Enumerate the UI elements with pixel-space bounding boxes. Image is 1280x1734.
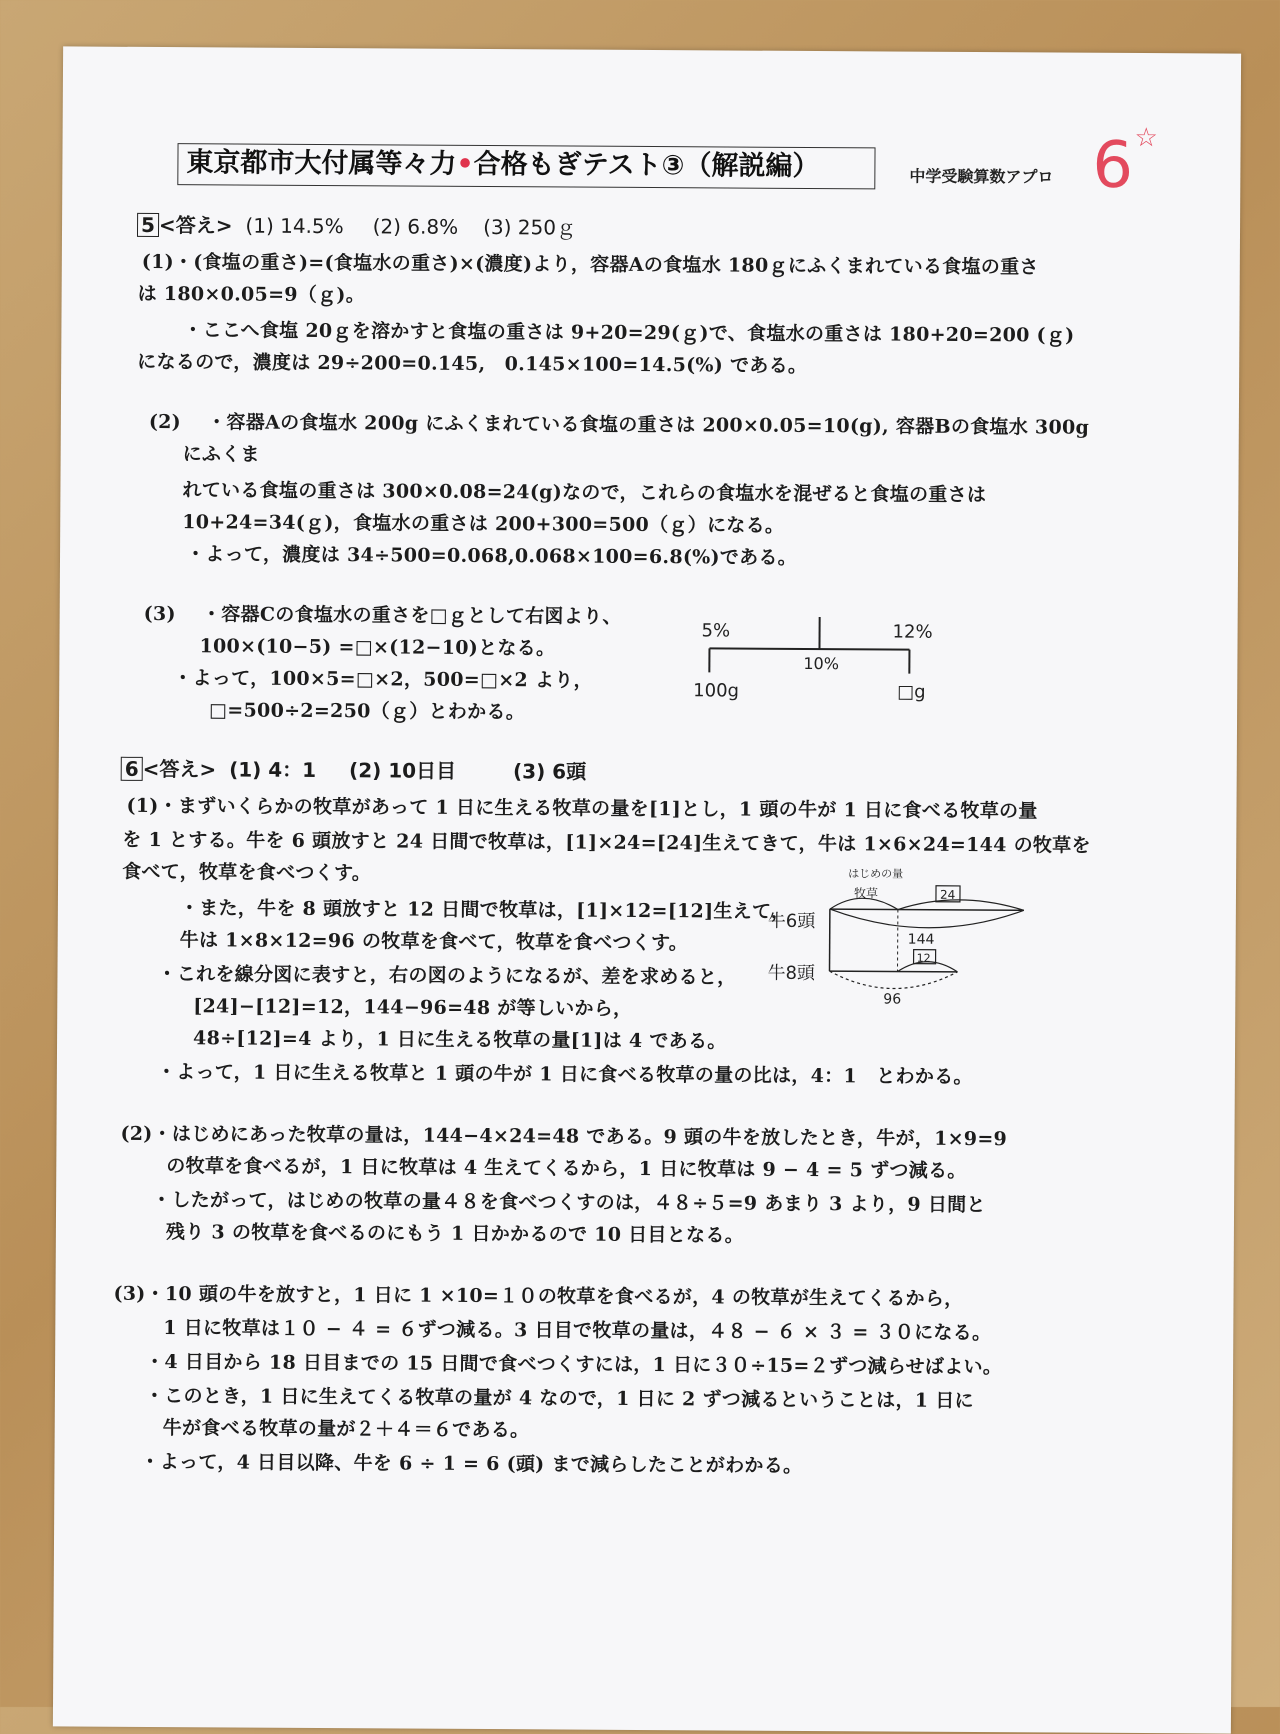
left-percent: 5%	[702, 620, 731, 641]
q5-line: にふくま	[183, 439, 260, 466]
brand-name: 中学受験算数アプロ	[909, 164, 1053, 188]
arc-96	[829, 971, 957, 989]
q5-answer-2: (2) 6.8%	[373, 214, 459, 239]
q6-line: 残り 3 の牧草を食べるのにもう 1 日かかるので 10 日目となる。	[166, 1217, 744, 1248]
box-24-label: 24	[940, 888, 955, 902]
q5-line: ・よって，100×5=□×2，500=□×2 より，	[173, 663, 593, 693]
note-grass: 牧草	[854, 885, 878, 900]
q6-line: 牛が食べる牧草の量が２＋４＝６である。	[163, 1413, 530, 1442]
q6-line: を 1 とする。牛を 6 頭放すと 24 日間で牧草は，[1]×24=[24]生えてきて，牛は 1×6×24=144 の牧草を	[122, 825, 1091, 858]
star-icon: ☆	[1135, 123, 1158, 153]
q5-line: ・ここへ食塩 20ｇを溶かすと食塩の重さは 9+20=29(ｇ)で、食塩水の重さは 180+20=200 (ｇ)	[183, 315, 1074, 347]
box-12-label: 12	[917, 952, 931, 965]
row-label-8: 牛8頭	[767, 963, 816, 984]
q6-line: 1 日に牧草は１０ − ４ = ６ずつ減る。3 日目で牧草の量は，４８ − ６ × ３ = ３０になる。	[163, 1313, 991, 1345]
q6-line: (1)・まずいくらかの牧草があって 1 日に生える牧草の量を[1]とし，1 頭の牛が 1 日に食べる牧草の量	[126, 791, 1037, 824]
q6-line: の牧草を食べるが，1 日に牧草は 4 生えてくるから，1 日に牧草は 9 − 4 = 5 ずつ減る。	[166, 1151, 966, 1183]
title-dot: •	[456, 149, 473, 180]
q5-line: 100×(10−5) =□×(12−10)となる。	[199, 631, 555, 660]
q6-line: (3)・10 頭の牛を放すと，1 日に 1 ×10=１０の牧草を食べるが，4 の牧草が生えてくるから，	[113, 1279, 963, 1311]
segment-8-line	[830, 971, 958, 972]
q6-line: ・よって，4 日目以降、牛を 6 ÷ 1 = 6 (頭) まで減らしたことがわかる。	[140, 1447, 802, 1478]
q6-line: ・このとき，1 日に生えてくる牧草の量が 4 なので，1 日に 2 ずつ減るということは，1 日に	[145, 1381, 974, 1413]
left-weight: 100g	[693, 680, 739, 701]
q6-answer-3: (3) 6頭	[513, 759, 586, 783]
q5-line: になるので，濃度は 29÷200=0.145, 0.145×100=14.5(%) である。	[137, 347, 807, 378]
q5-answer-header	[137, 209, 576, 241]
q5-answer-1: (1) 14.5%	[245, 214, 343, 239]
q5-line: (2) ・容器Aの食塩水 200g にふくまれている食塩の重さは 200×0.05=10(g), 容器Bの食塩水 300g	[149, 407, 1089, 440]
q6-line: [24]−[12]=12，144−96=48 が等しいから，	[193, 991, 632, 1021]
q5-line: □=500÷2=250（ｇ）とわかる。	[209, 695, 525, 724]
q5-line: (3) ・容器Cの食塩水の重さを□ｇとして右図より、	[144, 599, 622, 629]
worksheet-page	[53, 46, 1241, 1733]
q6-line: ・また，牛を 8 頭放すと 12 日間で牧草は，[1]×12=[12]生えて，	[180, 893, 790, 924]
q6-answer-2: (2) 10日目	[349, 758, 456, 783]
arc-24	[898, 900, 1024, 911]
right-percent: 12%	[893, 621, 933, 642]
row-label-6: 牛6頭	[768, 911, 817, 932]
q6-line: ・よって，1 日に生える牧草と 1 頭の牛が 1 日に食べる牧草の量の比は，4：1 とわかる。	[157, 1057, 973, 1089]
balance-diagram	[679, 600, 1000, 722]
q6-answer-1: (1) 4：1	[229, 757, 316, 782]
note-initial: はじめの量	[848, 867, 903, 880]
segment-diagram	[757, 863, 1058, 1015]
q5-line: は 180×0.05=9（ｇ)。	[138, 279, 366, 307]
q6-line: 牛は 1×8×12=96 の牧草を食べて，牧草を食べつくす。	[180, 925, 689, 955]
mid-percent: 10%	[803, 654, 839, 673]
q5-line: 10+24=34(ｇ)，食塩水の重さは 200+300=500（ｇ）になる。	[182, 507, 784, 538]
q6-number: 6	[121, 757, 143, 781]
grade-mark: 6	[1092, 129, 1133, 203]
q6-line: (2)・はじめにあった牧草の量は，144−4×24=48 である。9 頭の牛を放したとき，牛が，1×9=9	[120, 1119, 1007, 1151]
q6-line: ・したがって，はじめの牧草の量４８を食べつくすのは，４８÷５=9 あまり 3 より，9 日間と	[152, 1185, 986, 1217]
q6-line: ・4 日目から 18 日目までの 15 日間で食べつくすには，1 日に３０÷15=２ずつ減らせばよい。	[145, 1347, 1002, 1379]
q6-answer-label: <答え>	[143, 757, 217, 781]
q6-line: 食べて，牧草を食べつくす。	[122, 857, 371, 886]
q6-line: ・これを線分図に表すと，右の図のようになるが、差を求めると，	[157, 959, 736, 990]
q5-number: 5	[137, 213, 159, 237]
q5-answer-label: <答え>	[159, 213, 233, 237]
val-96: 96	[883, 991, 901, 1007]
val-144: 144	[908, 932, 935, 948]
arc-144	[830, 909, 1024, 928]
q5-line: (1)・(食塩の重さ)=(食塩水の重さ)×(濃度)より，容器Aの食塩水 180ｇにふくまれている食塩の重さ	[142, 247, 1039, 279]
title-school: 東京都市大付属等々力	[186, 147, 456, 180]
q6-answer-header	[121, 753, 587, 785]
right-weight: □g	[897, 682, 926, 703]
q5-line: ・よって，濃度は 34÷500=0.068,0.068×100=6.8(%)である。	[186, 539, 797, 570]
q6-line: 48÷[12]=4 より，1 日に生える牧草の量[1]は 4 である。	[193, 1023, 727, 1053]
q5-line: れている食塩の重さは 300×0.08=24(g)なので，これらの食塩水を混ぜると食塩の重さは	[182, 475, 986, 507]
page-title	[177, 143, 875, 189]
balance-beam	[709, 648, 909, 649]
segment-6-line	[830, 909, 1024, 910]
q5-answer-3: (3) 250ｇ	[483, 215, 576, 240]
title-test: 合格もぎテスト③（解説編）	[474, 149, 820, 182]
